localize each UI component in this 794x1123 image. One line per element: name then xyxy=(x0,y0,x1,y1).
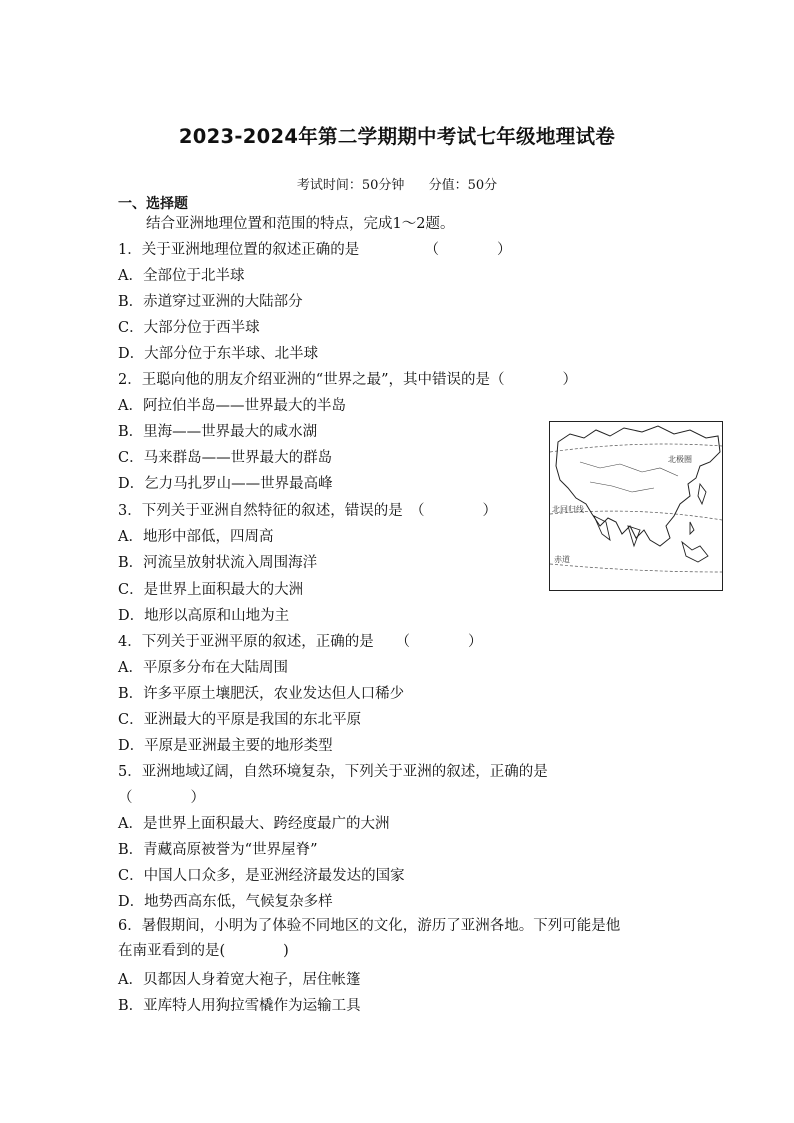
option: A．阿拉伯半岛——世界最大的半岛 xyxy=(118,398,346,414)
option: C．马来群岛——世界最大的群岛 xyxy=(118,450,333,466)
arabian-peninsula xyxy=(594,516,610,540)
option: A．贝都因人身着宽大袍子，居住帐篷 xyxy=(118,972,361,988)
question-stem: 5．亚洲地域辽阔，自然环境复杂，下列关于亚洲的叙述，正确的是 xyxy=(118,764,548,780)
option: C．大部分位于西半球 xyxy=(118,320,260,336)
philippines xyxy=(690,522,694,534)
inland-river xyxy=(590,482,654,492)
label-tropic: 北回归线 xyxy=(552,505,584,514)
japan-islands xyxy=(698,484,706,504)
option: B．里海——世界最大的咸水湖 xyxy=(118,424,318,440)
option: B．青藏高原被誉为“世界屋脊” xyxy=(118,842,318,858)
option: A．地形中部低，四周高 xyxy=(118,529,274,545)
question-stem: 6．暑假期间，小明为了体验不同地区的文化，游历了亚洲各地。下列可能是他 xyxy=(118,918,621,934)
intro-text: 结合亚洲地理位置和范围的特点，完成1～2题。 xyxy=(146,216,455,232)
label-arctic: 北极圈 xyxy=(668,455,692,464)
exam-title: 2023-2024年第二学期期中考试七年级地理试卷 xyxy=(178,125,616,148)
section-title: 一、选择题 xyxy=(118,196,188,212)
question-stem: 1．关于亚洲地理位置的叙述正确的是 （ ） xyxy=(118,242,512,258)
option: B．河流呈放射状流入周围海洋 xyxy=(118,555,318,571)
asia-map xyxy=(549,421,723,591)
option: D．大部分位于东半球、北半球 xyxy=(118,346,319,362)
equator-line xyxy=(550,564,722,572)
option: A．是世界上面积最大、跨经度最广的大洲 xyxy=(118,816,390,832)
exam-time: 考试时间：50分钟 xyxy=(296,178,405,193)
exam-score: 分值：50分 xyxy=(428,178,498,193)
question-stem-continued: （ ） xyxy=(118,790,205,806)
indian-peninsula xyxy=(628,526,640,546)
option: C．是世界上面积最大的大洲 xyxy=(118,582,304,598)
option: A．平原多分布在大陆周围 xyxy=(118,660,288,676)
question-stem-continued: 在南亚看到的是( ) xyxy=(118,943,289,959)
option: D．地势西高东低，气候复杂多样 xyxy=(118,894,333,910)
option: D．乞力马扎罗山——世界最高峰 xyxy=(118,476,333,492)
inland-border xyxy=(580,462,678,476)
option: B．亚库特人用狗拉雪橇作为运输工具 xyxy=(118,998,361,1014)
question-stem: 4．下列关于亚洲平原的叙述，正确的是 （ ） xyxy=(118,634,483,650)
option: B．许多平原土壤肥沃，农业发达但人口稀少 xyxy=(118,686,405,702)
question-stem: 3．下列关于亚洲自然特征的叙述，错误的是 （ ） xyxy=(118,503,497,519)
question-stem: 2．王聪向他的朋友介绍亚洲的“世界之最”，其中错误的是（ ） xyxy=(118,372,578,388)
asia-outline xyxy=(556,426,720,546)
option: C．中国人口众多，是亚洲经济最发达的国家 xyxy=(118,868,405,884)
label-equator: 赤道 xyxy=(554,555,570,564)
option: D．地形以高原和山地为主 xyxy=(118,608,290,624)
arctic-circle-line xyxy=(550,444,722,452)
option: C．亚洲最大的平原是我国的东北平原 xyxy=(118,712,362,728)
option: A．全部位于北半球 xyxy=(118,268,245,284)
option: D．平原是亚洲最主要的地形类型 xyxy=(118,738,333,754)
option: B．赤道穿过亚洲的大陆部分 xyxy=(118,294,303,310)
malay-archipelago xyxy=(682,542,708,562)
exam-meta xyxy=(0,174,794,193)
asia-map-drawing xyxy=(550,422,722,590)
